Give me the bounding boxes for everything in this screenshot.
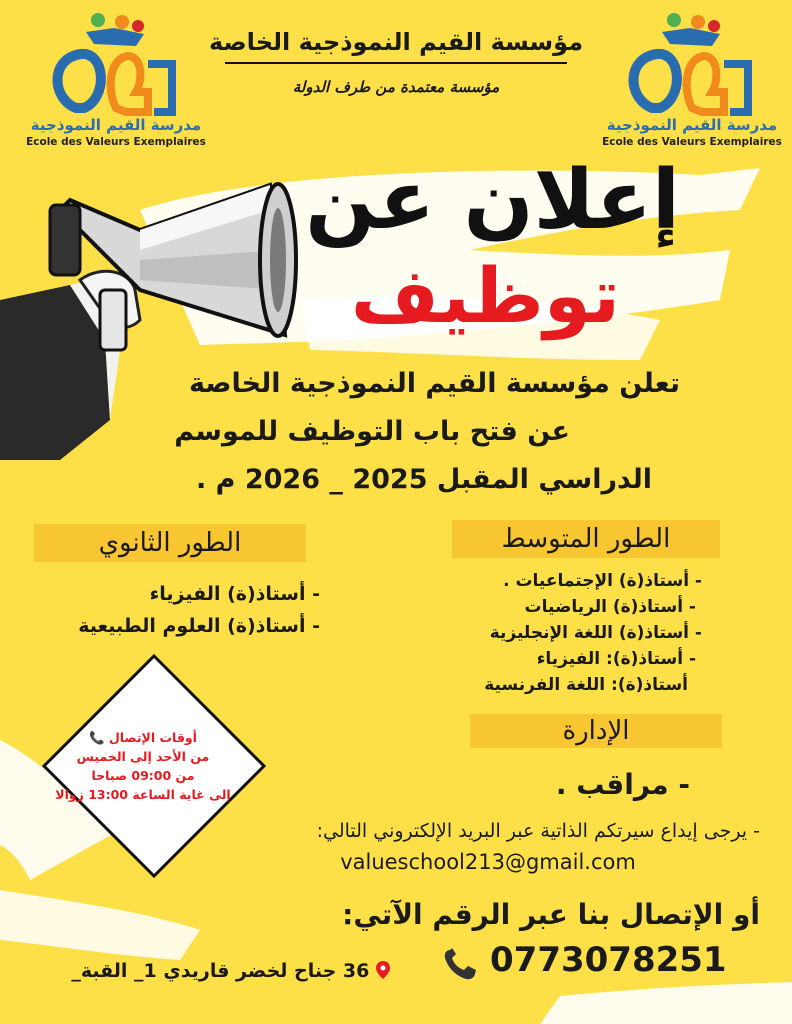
middle-school-header: الطور المتوسط [452,520,720,558]
organization-subtitle: مؤسسة معتمدة من طرف الدولة [292,78,500,96]
application-instruction: - يرجى إيداع سيرتكم الذاتية عبر البريد الإلكتروني التالي: [316,820,760,842]
contact-hours-to: إلى غاية الساعة 13:00 زوالا [55,787,231,802]
contact-hours [48,728,238,804]
logo-french-text: Ecole des Valeurs Exemplaires [602,136,782,148]
contact-hours-days: من الأحد إلى الخميس [76,749,210,764]
organization-name: مؤسسة القيم النموذجية الخاصة [208,28,584,56]
secondary-school-list [40,578,320,642]
administration-header: الإدارة [470,714,722,748]
list-item: - أستاذ(ة) الفيزياء [149,583,320,605]
school-logo-left [26,8,206,148]
email-link[interactable]: valueschool213@gmail.com [340,850,636,874]
address-line [30,960,390,982]
address-text: 36 جناح لخضر قاريدي 1_ القبة_ [71,960,370,982]
school-logo-right [602,8,782,148]
intro-line-3: الدراسي المقبل 2025 _ 2026 م . [196,464,652,495]
secondary-school-header: الطور الثانوي [34,524,306,562]
contact-label: أو الإتصال بنا عبر الرقم الآتي: [342,898,760,931]
logo-french-text: Ecole des Valeurs Exemplaires [26,136,206,148]
headline-recruitment: توظيف [350,251,620,340]
logo-emblem-icon [602,8,782,148]
logo-arabic-text: مدرسة القيم النموذجية [30,116,202,134]
middle-school-list [420,568,702,698]
administration-item: - مراقب . [555,768,690,801]
list-item: أستاذ(ة): اللغة الفرنسية [484,675,688,695]
phone-number[interactable]: 0773078251 [490,940,727,980]
list-item: - أستاذ(ة): الفيزياء [536,649,696,669]
headline-announcement: إعلان عن [305,153,680,248]
title-underline [225,62,567,64]
list-item: - أستاذ(ة) العلوم الطبيعية [78,615,320,637]
logo-arabic-text: مدرسة القيم النموذجية [606,116,778,134]
contact-hours-from: من 09:00 صباحا [91,768,195,783]
location-pin-icon [376,961,390,979]
logo-emblem-icon [26,8,206,148]
list-item: - أستاذ(ة) الرياضيات [524,597,696,617]
contact-hours-title: أوقات الإتصال 📞 [89,730,197,745]
list-item: - أستاذ(ة) اللغة الإنجليزية [489,623,702,643]
intro-line-1: تعلن مؤسسة القيم النموذجية الخاصة [189,368,680,399]
phone-icon [442,946,482,982]
list-item: - أستاذ(ة) الإجتماعيات . [503,571,702,591]
intro-line-2: عن فتح باب التوظيف للموسم [174,416,570,447]
intro-paragraph [140,360,680,504]
